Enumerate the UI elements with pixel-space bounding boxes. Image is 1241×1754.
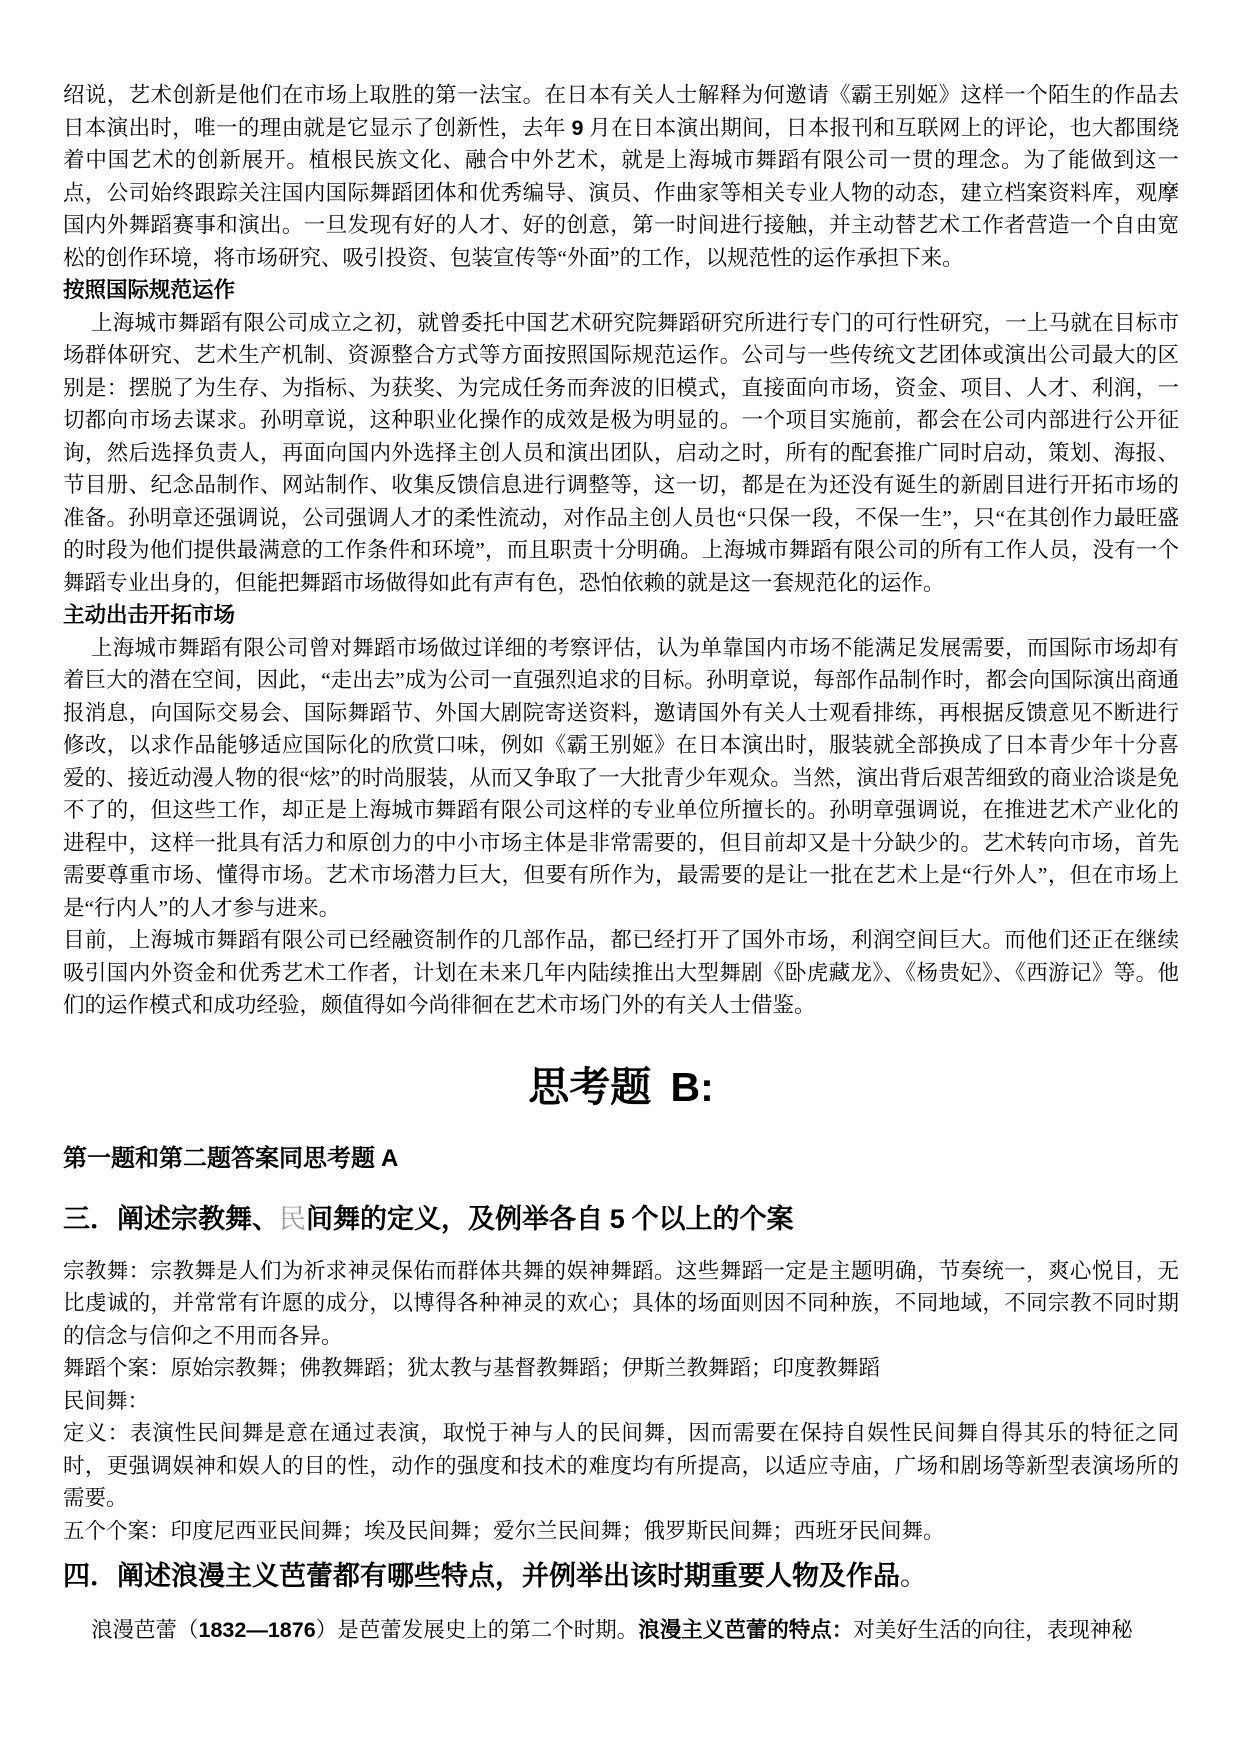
paragraph-intro: 绍说，艺术创新是他们在市场上取胜的第一法宝。在日本有关人士解释为何邀请《霸王别姬》这样一个陌生的作品去日本演出时，唯一的理由就是它显示了创新性，去年 9 月在日本演出期间，日本报刊和互联网上的评论，也大都围绕着中国艺术的创新展开。植根民族文化、融合中外艺术，就是上海城市舞蹈有限公司一贯的理念。为了能做到这一点，公司始终跟踪关注国内国际舞蹈团体和优秀编导、演员、作曲家等相关专业人物的动态，建立档案资料库，观摩国内外舞蹈赛事和演出。一旦发现有好的人才、好的创意，第一时间进行接触，并主动替艺术工作者营造一个自由宽松的创作环境，将市场研究、吸引投资、包装宣传等“外面”的工作，以规范性的运作承担下来。 bbox=[63, 83, 1179, 270]
question-3-heading: 三．阐述宗教舞、民间舞的定义，及例举各自 5 个以上的个案 bbox=[63, 1203, 794, 1234]
page-title-thinking-questions-b: 思考题 B: bbox=[528, 1063, 714, 1110]
q3-answer-religious-dance-cases: 舞蹈个案：原始宗教舞；佛教舞蹈；犹太教与基督教舞蹈；伊斯兰教舞蹈；印度教舞蹈 bbox=[63, 1356, 881, 1380]
paragraph-closing: 目前，上海城市舞蹈有限公司已经融资制作的几部作品，都已经打开了国外市场，利润空间巨大。而他们还正在继续吸引国内外资金和优秀艺术工作者，计划在未来几年内陆续推出大型舞剧《卧虎藏龙》、《杨贵妃》、《西游记》等。他们的运作模式和成功经验，颇值得如今尚徘徊在艺术市场门外的有关人士借鉴。 bbox=[63, 928, 1179, 1017]
q3-answer-folk-dance-label: 民间舞： bbox=[63, 1388, 150, 1413]
paragraph-international-standards: 上海城市舞蹈有限公司成立之初，就曾委托中国艺术研究院舞蹈研究所进行专门的可行性研究，一上马就在目标市场群体研究、艺术生产机制、资源整合方式等方面按照国际规范运作。公司与一些传统文艺团体或演出公司最大的区别是：摆脱了为生存、为指标、为获奖、为完成任务而奔波的旧模式，直接面向市场，资金、项目、人才、利润，一切都向市场去谋求。孙明章说，这种职业化操作的成效是极为明显的。一个项目实施前，都会在公司内部进行公开征询，然后选择负责人，再面向国内外选择主创人员和演出团队，启动之时，所有的配套推广同时启动，策划、海报、节目册、纪念品制作、网站制作、收集反馈信息进行调整等，这一切，都是在为还没有诞生的新剧目进行开拓市场的准备。孙明章还强调说，公司强调人才的柔性流动，对作品主创人员也“只保一段，不保一生”，只“在其创作力最旺盛的时段为他们提供最满意的工作条件和环境”，而且职责十分明确。上海城市舞蹈有限公司的所有工作人员，没有一个舞蹈专业出身的，但能把舞蹈市场做得如此有声有色，恐怕依赖的就是这一套规范化的运作。 bbox=[63, 310, 1179, 595]
paragraph-market-expansion: 上海城市舞蹈有限公司曾对舞蹈市场做过详细的考察评估，认为单靠国内市场不能满足发展需要，而国际市场却有着巨大的潜在空间，因此，“走出去”成为公司一直强烈追求的目标。孙明章说，每部作品制作时，都会向国际演出商通报消息，向国际交易会、国际舞蹈节、外国大剧院寄送资料，邀请国外有关人士观看排练，再根据反馈意见不断进行修改，以求作品能够适应国际化的欣赏口味，例如《霸王别姬》在日本演出时，服装就全部换成了日本青少年十分喜爱的、接近动漫人物的很“炫”的时尚服装，从而又争取了一大批青少年观众。当然，演出背后艰苦细致的商业洽谈是免不了的，但这些工作，却正是上海城市舞蹈有限公司这样的专业单位所擅长的。孙明章强调说，在推进艺术产业化的进程中，这样一批具有活力和原创力的中小市场主体是非常需要的，但目前却又是十分缺少的。艺术转向市场，首先需要尊重市场、懂得市场。艺术市场潜力巨大，但要有所作为，最需要的是让一批在艺术上是“行外人”，但在市场上是“行内人”的人才参与进来。 bbox=[63, 635, 1179, 920]
section-heading-international-standards: 按照国际规范运作 bbox=[63, 278, 236, 302]
q4-answer-romantic-ballet: 浪漫芭蕾（1832—1876）是芭蕾发展史上的第二个时期。浪漫主义芭蕾的特点：对美好生活的向往，表现神秘 bbox=[91, 1618, 1133, 1642]
q3-answer-religious-dance-definition: 宗教舞：宗教舞是人们为祈求神灵保佑而群体共舞的娱神舞蹈。这些舞蹈一定是主题明确，节奏统一，爽心悦目，无比虔诚的，并常常有许愿的成分，以博得各种神灵的欢心；具体的场面则因不同种族，不同地域，不同宗教不同时期的信念与信仰之不用而各异。 bbox=[63, 1258, 1179, 1348]
section-heading-market-expansion: 主动出击开拓市场 bbox=[63, 603, 236, 627]
q3-answer-folk-dance-definition: 定义：表演性民间舞是意在通过表演，取悦于神与人的民间舞，因而需要在保持自娱性民间舞自得其乐的特征之同时，更强调娱神和娱人的目的性，动作的强度和技术的难度均有所提高，以适应寺庙，广场和剧场等新型表演场所的需要。 bbox=[63, 1421, 1179, 1510]
q3-answer-folk-dance-cases: 五个个案：印度尼西亚民间舞；埃及民间舞；爱尔兰民间舞；俄罗斯民间舞；西班牙民间舞。 bbox=[63, 1518, 945, 1543]
question-4-heading: 四．阐述浪漫主义芭蕾都有哪些特点，并例举出该时期重要人物及作品。 bbox=[63, 1561, 927, 1591]
note-heading-q1-q2-same-as-a: 第一题和第二题答案同思考题 A bbox=[63, 1144, 399, 1172]
